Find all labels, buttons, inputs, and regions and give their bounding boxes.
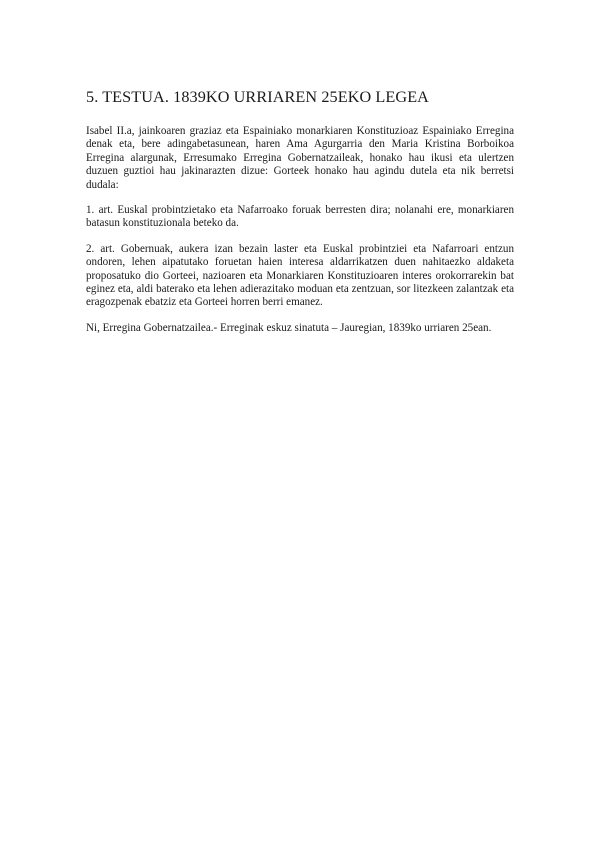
document-page [86,88,514,347]
signature-paragraph: Ni, Erregina Gobernatzailea.- Erreginak eskuz sinatuta – Jauregian, 1839ko urriaren 25ean. [86,321,492,334]
document-title: 5. TESTUA. 1839KO URRIAREN 25EKO LEGEA [86,88,429,106]
article-1-paragraph: 1. art. Euskal probintzietako eta Nafarroako foruak berresten dira; nolanahi ere, monarkiaren batasun konstituzionala beteko da. [86,204,514,230]
intro-paragraph: Isabel II.a, jainkoaren graziaz eta Espainiako monarkiaren Konstituzioaz Espainiako Erregina denak eta, bere adingabetasunean, haren Ama Agurgarria den Maria Kristina Borboikoa Erregina alargunak, Erresumako Erregina Gobernatzaileak, honako hau ikusi eta ulertzen duzuen guztioi hau jakinarazten dizue: Gorteek honako hau agindu dutela eta nik berretsi dudala: [86,125,514,191]
article-2-paragraph: 2. art. Gobernuak, aukera izan bezain laster eta Euskal probintziei eta Nafarroari entzun ondoren, lehen aipatutako foruetan haien interesa aldarrikatzen duen nahitaezko aldaketa proposatuko dio Gorteei, nazioaren eta Monarkiaren Konstituzioaren interes orokorrarekin bat eginez eta, aldi baterako eta lehen adierazitako moduan eta zentzuan, sor litezkeen zalantzak eta eragozpenak ebatziz eta Gorteei horren berri emanez. [86,242,514,309]
